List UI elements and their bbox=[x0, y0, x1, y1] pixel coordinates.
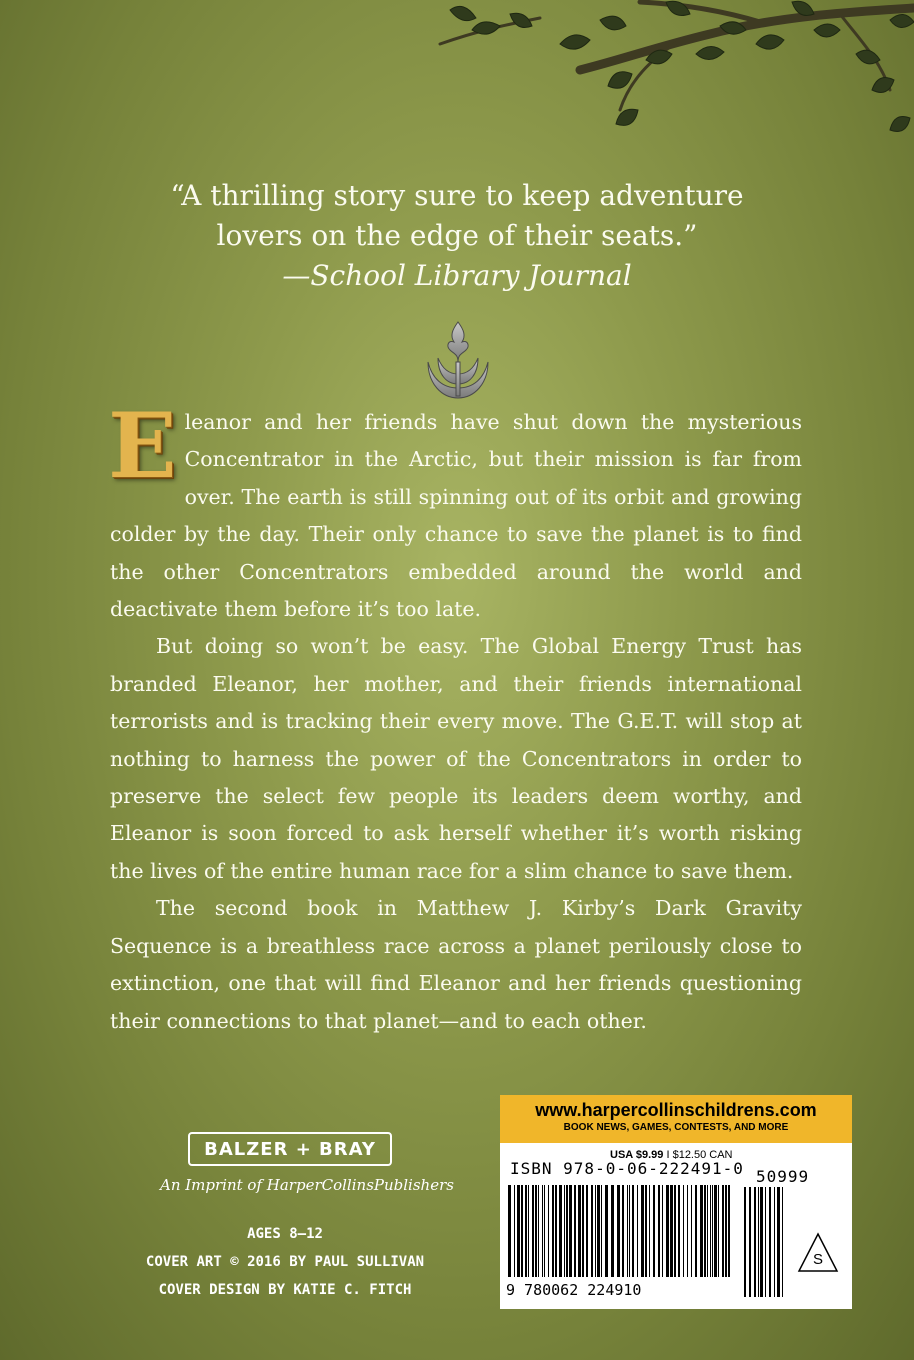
isbn-label: ISBN 978-0-06-222491-0 bbox=[510, 1159, 744, 1178]
barcode-bar bbox=[532, 1185, 534, 1277]
barcode-bar bbox=[595, 1185, 596, 1277]
barcode-bar bbox=[544, 1185, 545, 1277]
barcode-bar bbox=[760, 1187, 763, 1297]
cover-design-credit: COVER DESIGN BY KATIE C. FITCH bbox=[158, 1282, 412, 1298]
barcode-bar bbox=[725, 1185, 727, 1277]
publisher-imprint: An Imprint of HarperCollinsPublishers bbox=[160, 1176, 454, 1194]
synopsis bbox=[108, 393, 802, 1040]
barcode-bar bbox=[769, 1187, 771, 1297]
barcode-bar bbox=[538, 1185, 539, 1277]
barcode-bar bbox=[528, 1185, 529, 1277]
synopsis-paragraph-3: The second book in Matthew J. Kirby’s Dark Gravity Sequence is a breathless race across a planet perilously close to extinction, one that will find Eleanor and her friends questioning their connections to that planet—and to each other. bbox=[110, 896, 802, 1033]
review-quote bbox=[120, 176, 794, 296]
barcode-bar bbox=[645, 1185, 647, 1277]
barcode-bar bbox=[578, 1185, 581, 1277]
barcode-bar bbox=[653, 1185, 655, 1277]
barcode-bar bbox=[704, 1185, 706, 1277]
synopsis-paragraph-1: Eleanor and her friends have shut down the mysterious Concentrator in the Arctic, but their mission is far from over. The earth is still spinning out of its orbit and growing colder by the day. Their only chance to save the planet is to find the other Concentrators embedded around the world and deactivate them before it’s too late. bbox=[108, 393, 802, 622]
quote-line-1: “A thrilling story sure to keep adventure bbox=[170, 179, 744, 212]
ean-number: 9 780062 224910 bbox=[506, 1281, 642, 1299]
website-url: www.harpercollinschildrens.com bbox=[535, 1100, 817, 1120]
barcode-bar bbox=[574, 1185, 576, 1277]
barcode-bar bbox=[586, 1185, 588, 1277]
website-tagline: BOOK NEWS, GAMES, CONTESTS, AND MORE bbox=[563, 1122, 789, 1133]
barcode-bar bbox=[728, 1185, 730, 1277]
barcode-bar bbox=[559, 1185, 562, 1277]
s-symbol-letter: S bbox=[812, 1251, 823, 1268]
barcode-bar bbox=[674, 1185, 676, 1277]
price-can: $12.50 CAN bbox=[672, 1149, 733, 1161]
synopsis-paragraph-2: But doing so won’t be easy. The Global Energy Trust has branded Eleanor, her mother, and their friends international terrorists and is tracking their every move. The G.E.T. will stop at nothing to harness the power of the Concentrators in order to preserve the select few people its leaders deem worthy, and Eleanor is soon forced to ask herself whether it’s worth risking the lives of the entire human race for a slim chance to save them. bbox=[110, 634, 802, 883]
isbn-barcode-icon bbox=[508, 1185, 732, 1277]
s-symbol bbox=[796, 1231, 840, 1275]
barcode-bar bbox=[765, 1187, 766, 1297]
barcode-bar bbox=[569, 1185, 572, 1277]
publisher-logo: BALZER + BRAY bbox=[188, 1132, 392, 1166]
barcode-bar bbox=[597, 1185, 600, 1277]
barcode-bar bbox=[707, 1185, 708, 1277]
barcode-bar bbox=[552, 1185, 554, 1277]
price-usa: USA $9.99 bbox=[610, 1149, 664, 1161]
barcode-bar bbox=[691, 1185, 692, 1277]
quote-source: —School Library Journal bbox=[282, 259, 632, 292]
barcode-bar bbox=[777, 1187, 780, 1297]
barcode-bar bbox=[695, 1185, 697, 1277]
drop-cap: E bbox=[108, 393, 177, 499]
barcode-bar bbox=[521, 1185, 523, 1277]
barcode-bar bbox=[525, 1185, 527, 1277]
barcode-bar bbox=[744, 1187, 746, 1297]
barcode-bar bbox=[641, 1185, 644, 1277]
price-barcode-icon bbox=[744, 1187, 784, 1297]
barcode-bar bbox=[710, 1185, 711, 1277]
barcode-bar bbox=[617, 1185, 620, 1277]
barcode-bar bbox=[678, 1185, 680, 1277]
barcode-bar bbox=[714, 1185, 717, 1277]
quote-line-2: lovers on the edge of their seats.” bbox=[216, 219, 698, 252]
barcode-bar bbox=[687, 1185, 688, 1277]
barcode-bar bbox=[627, 1185, 628, 1277]
barcode-bar bbox=[566, 1185, 568, 1277]
barcode-bar bbox=[622, 1185, 624, 1277]
barcode-bar bbox=[758, 1187, 759, 1297]
barcode-bar bbox=[722, 1185, 724, 1277]
barcode-bar bbox=[754, 1187, 756, 1297]
barcode-bar bbox=[582, 1185, 584, 1277]
publisher-block bbox=[160, 1132, 454, 1194]
barcode-bar bbox=[605, 1185, 608, 1277]
barcode-bar bbox=[508, 1185, 511, 1277]
series-emblem-icon bbox=[420, 318, 496, 406]
barcode-bar bbox=[749, 1187, 751, 1297]
price-code: 50999 bbox=[756, 1167, 810, 1186]
barcode-bar bbox=[542, 1185, 543, 1277]
barcode-bar bbox=[649, 1185, 650, 1277]
barcode-panel bbox=[500, 1095, 852, 1309]
barcode-bar bbox=[514, 1185, 515, 1277]
barcode-bar bbox=[662, 1185, 663, 1277]
tree-branch-illustration bbox=[420, 0, 914, 190]
barcode-bar bbox=[718, 1185, 719, 1277]
barcode-bar bbox=[591, 1185, 593, 1277]
barcode-bar bbox=[601, 1185, 602, 1277]
cover-art-credit: COVER ART © 2016 BY PAUL SULLIVAN bbox=[145, 1254, 425, 1270]
barcode-bar bbox=[658, 1185, 660, 1277]
barcode-bar bbox=[683, 1185, 684, 1277]
barcode-bar bbox=[670, 1185, 673, 1277]
barcode-bar bbox=[632, 1185, 634, 1277]
barcode-bar bbox=[637, 1185, 638, 1277]
barcode-bar bbox=[774, 1187, 775, 1297]
barcode-bar bbox=[782, 1187, 783, 1297]
barcode-bar bbox=[535, 1185, 537, 1277]
barcode-banner bbox=[500, 1095, 852, 1143]
barcode-bar bbox=[666, 1185, 669, 1277]
barcode-bar bbox=[611, 1185, 614, 1277]
age-range: AGES 8–12 bbox=[247, 1226, 323, 1242]
barcode-bar bbox=[548, 1185, 549, 1277]
barcode-bar bbox=[700, 1185, 703, 1277]
barcode-bar bbox=[555, 1185, 557, 1277]
price-label: USA $9.99 I $12.50 CAN bbox=[610, 1149, 733, 1161]
barcode-bar bbox=[712, 1185, 713, 1277]
barcode-bar bbox=[517, 1185, 520, 1277]
barcode-bar bbox=[629, 1185, 630, 1277]
credits bbox=[120, 1220, 450, 1304]
barcode-bar bbox=[564, 1185, 565, 1277]
